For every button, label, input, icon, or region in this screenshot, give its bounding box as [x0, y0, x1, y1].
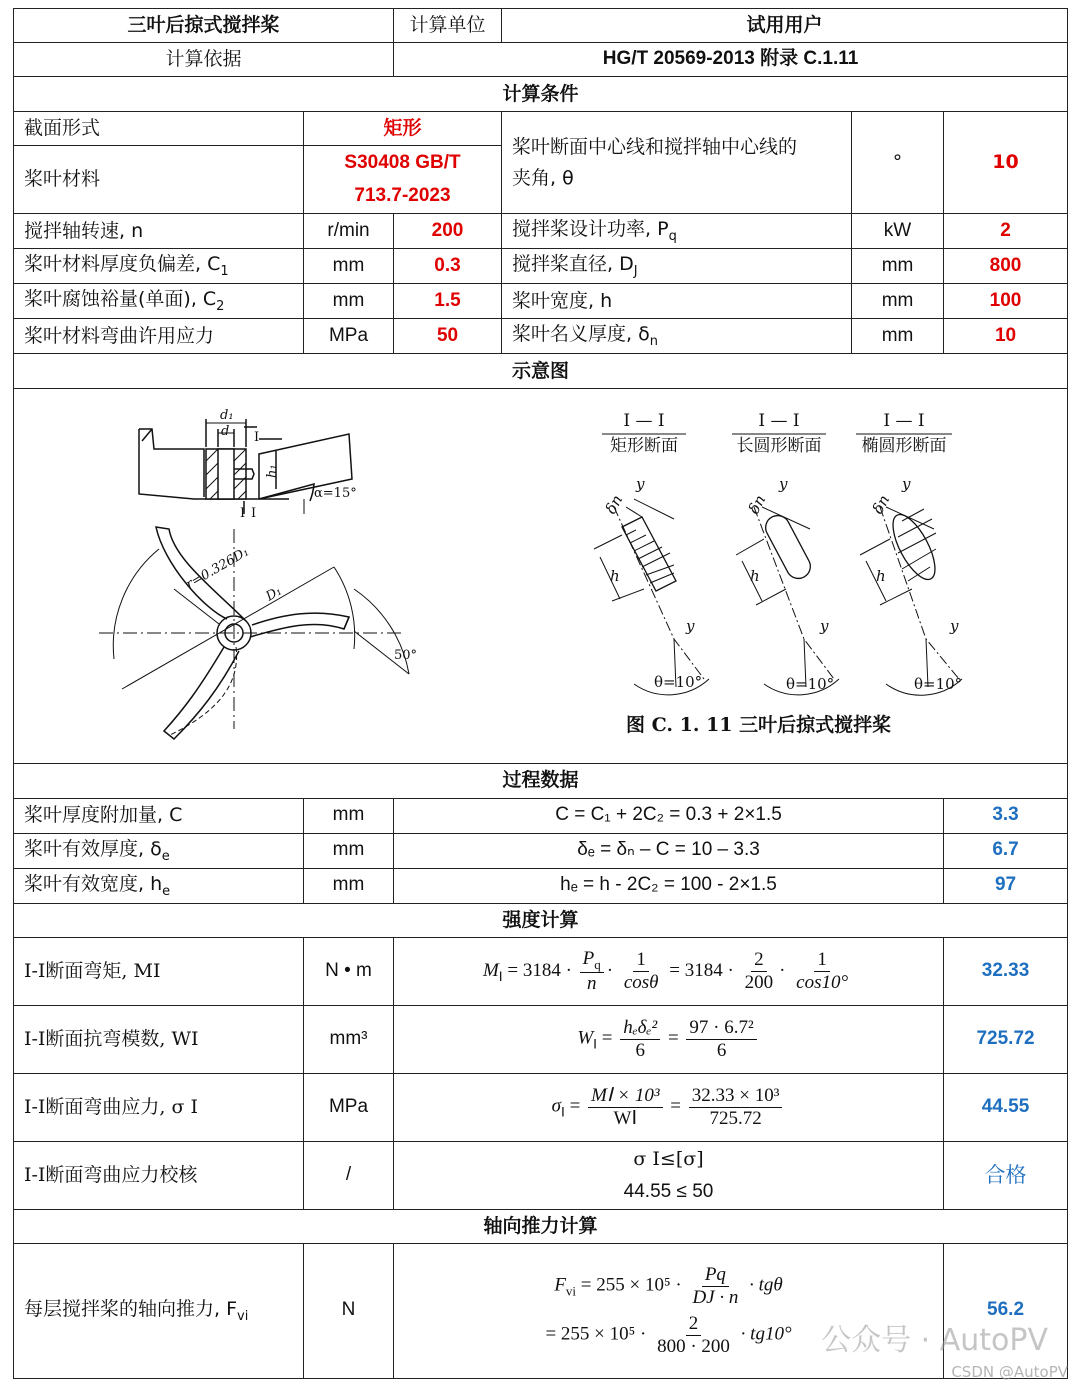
check-formula: σ Ⅰ≤[σ] 44.55 ≤ 50	[394, 1141, 944, 1209]
c2-value: 1.5	[394, 284, 502, 319]
material-label: 桨叶材料	[14, 146, 304, 214]
section-conditions: 计算条件	[14, 77, 1068, 112]
c2-label: 桨叶腐蚀裕量(单面), $C_2$	[14, 284, 304, 319]
power-label: 搅拌桨设计功率, $P_q$	[502, 214, 852, 249]
impeller-diagram	[14, 389, 1066, 757]
label-y-ellipse-top: y	[902, 475, 911, 493]
modulus-label: Ⅰ-Ⅰ断面抗弯模数, WⅠ	[14, 1005, 304, 1073]
c1-label: 桨叶材料厚度负偏差, $C_1$	[14, 249, 304, 284]
impeller-plan-view	[99, 527, 409, 739]
modulus-unit: mm³	[304, 1005, 394, 1073]
label-alpha: α=15°	[314, 486, 357, 501]
calc-sheet	[13, 8, 1068, 1379]
label-h-ellipse: h	[876, 567, 886, 585]
label-roman-bottom-1: I	[240, 506, 246, 521]
he-formula: hₑ = h - 2C₂ = 100 - 2×1.5	[394, 868, 944, 903]
label-dn-ellipse: δn	[868, 491, 894, 517]
label-h-long: h	[750, 567, 760, 585]
label-theta-rect: θ=10°	[654, 673, 703, 691]
label-y-long-bottom: y	[820, 617, 829, 635]
dn-label: 桨叶名义厚度, $\delta_n$	[502, 319, 852, 354]
de-unit: mm	[304, 833, 394, 868]
c-unit: mm	[304, 798, 394, 833]
check-label: Ⅰ-Ⅰ断面弯曲应力校核	[14, 1141, 304, 1209]
label-theta-ellipse: θ=10°	[914, 675, 963, 693]
modulus-value: 725.72	[944, 1005, 1068, 1073]
angle-label: 桨叶断面中心线和搅拌轴中心线的 夹角, θ	[502, 112, 852, 214]
section-form-value: 矩形	[304, 112, 502, 146]
moment-label: Ⅰ-Ⅰ断面弯矩, MⅠ	[14, 937, 304, 1005]
sheet-title: 三叶后掠式搅拌桨	[14, 9, 394, 43]
diagram-cell	[14, 389, 1068, 764]
c1-unit: mm	[304, 249, 394, 284]
section-form-label: 截面形式	[14, 112, 304, 146]
power-unit: kW	[852, 214, 944, 249]
bending-stress-value: 44.55	[944, 1073, 1068, 1141]
section-thrust: 轴向推力计算	[14, 1209, 1068, 1243]
moment-formula: $M_Ⅰ = 3184$ · $\frac{P_q}{n}$ · $\frac{1}{\cos\theta}$ = 3184 · $\frac{2}{200}$ · $\frac{1}{\cos 10^\circ}$	[394, 937, 944, 1005]
bending-stress-formula: $\sigma_Ⅰ$ = $\frac{\text{MⅠ × 10³}}{\text{WⅠ}}$ = $\frac{\text{32.33 × 10³}}{725.72}$	[394, 1073, 944, 1141]
power-value: 2	[944, 214, 1068, 249]
basis-value: HG/T 20569-2013 附录 C.1.11	[394, 43, 1068, 77]
thrust-label: 每层搅拌桨的轴向推力, $F_{vi}$	[14, 1243, 304, 1378]
moment-value: 32.33	[944, 937, 1068, 1005]
section-process: 过程数据	[14, 763, 1068, 798]
de-formula: δₑ = δₙ – C = 10 – 3.3	[394, 833, 944, 868]
label-h-rect: h	[610, 567, 620, 585]
section-strength: 强度计算	[14, 903, 1068, 937]
angle-unit: °	[852, 112, 944, 214]
label-d: d	[221, 424, 230, 439]
c1-value: 0.3	[394, 249, 502, 284]
speed-label: 搅拌轴转速, n	[14, 214, 304, 249]
dn-unit: mm	[852, 319, 944, 354]
label-h1: h₁	[265, 464, 280, 478]
label-angle50: 50°	[394, 648, 418, 663]
dj-unit: mm	[852, 249, 944, 284]
figure-caption: 图 C. 1. 11 三叶后掠式搅拌桨	[626, 714, 892, 736]
he-value: 97	[944, 868, 1068, 903]
check-result: 合格	[944, 1141, 1068, 1209]
dn-value: 10	[944, 319, 1068, 354]
sec-long-label: 长圆形断面	[736, 436, 822, 456]
section-rect	[594, 499, 709, 695]
c-label: 桨叶厚度附加量, C	[14, 798, 304, 833]
section-diagram: 示意图	[14, 354, 1068, 389]
watermark-csdn: CSDN @AutoPV	[951, 1363, 1068, 1381]
h-label: 桨叶宽度, h	[502, 284, 852, 319]
bending-stress-unit: MPa	[304, 1073, 394, 1141]
label-D1: D₁	[263, 583, 285, 605]
user-label: 试用用户	[502, 9, 1068, 43]
label-dn-rect: δn	[601, 491, 627, 517]
de-label: 桨叶有效厚度, $\delta_e$	[14, 833, 304, 868]
watermark: 公众号 · AutoPV	[821, 1323, 1048, 1358]
section-long	[736, 507, 839, 695]
sec-ellipse-label: 椭圆形断面	[861, 436, 947, 456]
he-label: 桨叶有效宽度, $h_e$	[14, 868, 304, 903]
c2-unit: mm	[304, 284, 394, 319]
dj-value: 800	[944, 249, 1068, 284]
basis-label: 计算依据	[14, 43, 394, 77]
modulus-formula: $W_Ⅰ$ = $\frac{\text{hₑδₑ²}}{6}$ = $\frac{\text{97 · 6.7²}}{6}$	[394, 1005, 944, 1073]
label-y-long-top: y	[779, 475, 788, 493]
label-d1: d₁	[220, 408, 234, 423]
label-roman-bottom-2: I	[251, 506, 257, 521]
speed-unit: r/min	[304, 214, 394, 249]
h-unit: mm	[852, 284, 944, 319]
angle-value: 10	[944, 112, 1068, 214]
label-y-rect-bottom: y	[686, 617, 695, 635]
unit-label: 计算单位	[394, 9, 502, 43]
dj-label: 搅拌桨直径, $D_J$	[502, 249, 852, 284]
label-radius: r=0.326D₁	[183, 544, 252, 593]
speed-value: 200	[394, 214, 502, 249]
stress-label: 桨叶材料弯曲许用应力	[14, 319, 304, 354]
c-value: 3.3	[944, 798, 1068, 833]
thrust-formula: $F_{vi} = 255 \times 10^5$ · $\frac{Pq}{DJ \cdot n}$ · tgθ = 255 × 10⁵ · $\frac{2}{800 \cdot 200}$ · tg10°	[394, 1243, 944, 1378]
stress-value: 50	[394, 319, 502, 354]
label-y-ellipse-bottom: y	[950, 617, 959, 635]
sec-rect-head: I — I	[623, 411, 665, 431]
thrust-unit: N	[304, 1243, 394, 1378]
moment-unit: N • m	[304, 937, 394, 1005]
label-roman-top: I	[254, 430, 260, 445]
de-value: 6.7	[944, 833, 1068, 868]
label-dn-long: δn	[744, 491, 770, 517]
section-ellipse	[860, 507, 962, 695]
bending-stress-label: Ⅰ-Ⅰ断面弯曲应力, σ Ⅰ	[14, 1073, 304, 1141]
thrust-value: 56.2	[944, 1243, 1068, 1378]
label-y-rect-top: y	[636, 475, 645, 493]
c-formula: C = C₁ + 2C₂ = 0.3 + 2×1.5	[394, 798, 944, 833]
sec-ellipse-head: I — I	[883, 411, 925, 431]
sec-long-head: I — I	[758, 411, 800, 431]
label-theta-long: θ=10°	[786, 675, 835, 693]
he-unit: mm	[304, 868, 394, 903]
stress-unit: MPa	[304, 319, 394, 354]
check-unit: /	[304, 1141, 394, 1209]
h-value: 100	[944, 284, 1068, 319]
sec-rect-label: 矩形断面	[610, 436, 678, 456]
material-value: S30408 GB/T 713.7-2023	[304, 146, 502, 214]
